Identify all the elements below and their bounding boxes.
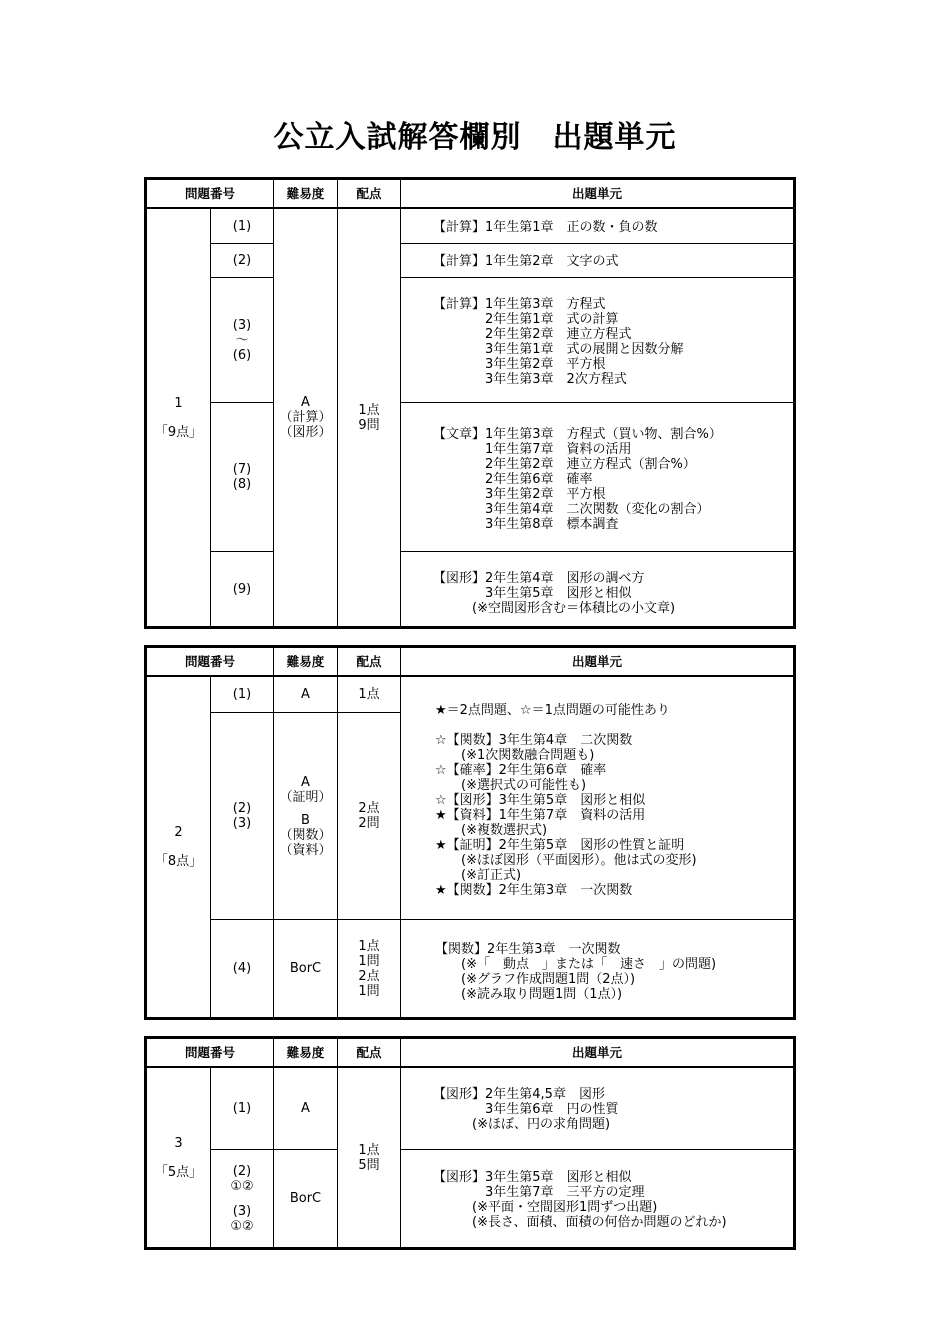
unit-legend: ★＝2点問題、☆＝1点問題の可能性あり	[435, 703, 670, 718]
question-label: 1 「9点」	[154, 395, 203, 440]
sub-question: (3) 〜 (6)	[232, 317, 252, 363]
difficulty: BorC	[289, 961, 322, 976]
sub-question: (2)	[232, 253, 252, 268]
sub-question: (2) ①② (3) ①②	[230, 1163, 254, 1234]
table-q1	[144, 177, 796, 629]
header-difficulty: 難易度	[286, 654, 325, 669]
header-question-number: 問題番号	[184, 1045, 235, 1060]
unit-text: 【図形】3年生第5章 図形と相似 3年生第7章 三平方の定理 (※平面・空間図形1問ずつ出題) (※長さ、面積、面積の何倍か問題のどれか)	[433, 1170, 727, 1230]
unit-text: 【図形】2年生第4章 図形の調べ方 3年生第5章 図形と相似 (※空間図形含む＝体積比の小文章)	[433, 571, 676, 616]
points: 1点 9問	[358, 402, 380, 433]
unit-text: 【計算】1年生第3章 方程式 2年生第1章 式の計算 2年生第2章 連立方程式 3年生第1章 式の展開と因数分解 3年生第2章 平方根 3年生第3章 2次方程式	[433, 297, 684, 387]
sub-question: (1)	[232, 1101, 252, 1116]
sub-question: (7) (8)	[232, 462, 252, 492]
difficulty: A	[301, 1101, 310, 1116]
question-label: 2 「8点」	[154, 825, 203, 869]
sub-question: (1)	[232, 687, 252, 702]
header-unit: 出題単元	[571, 654, 622, 669]
unit-text: ☆【関数】3年生第4章 二次関数 (※1次関数融合問題も) ☆【確率】2年生第6章 確率 (※選択式の可能性も) ☆【図形】3年生第5章 図形と相似 ★【資料】1年生第7章 資料の活用 (※複数選択式) ★【証明】2年生第5章 図形の性質と証明 (※ほぼ図形（平面図形）。他は式の変形) (※訂正式) ★【関数】2年生第3章 一次関数	[435, 733, 697, 898]
header-points: 配点	[356, 654, 382, 669]
header-unit: 出題単元	[571, 1045, 622, 1060]
unit-text: 【計算】1年生第1章 正の数・負の数	[433, 220, 658, 235]
sub-question: (1)	[232, 218, 252, 234]
difficulty: A （証明） B （関数） （資料）	[279, 774, 332, 858]
table-q3	[144, 1036, 796, 1250]
unit-text: 【文章】1年生第3章 方程式（買い物、割合%） 1年生第7章 資料の活用 2年生第2章 連立方程式（割合%） 2年生第6章 確率 3年生第2章 平方根 3年生第4章 二次関数（変化の割合） 3年生第8章 標本調査	[433, 427, 722, 532]
header-question-number: 問題番号	[184, 654, 235, 669]
points: 1点	[358, 687, 380, 702]
header-difficulty: 難易度	[286, 1045, 325, 1060]
unit-text: 【計算】1年生第2章 文字の式	[433, 254, 619, 269]
points: 1点 1問 2点 1問	[358, 938, 380, 999]
page-title: 公立入試解答欄別 出題単元	[273, 120, 677, 155]
sub-question: (9)	[232, 581, 252, 597]
table-q2	[144, 645, 796, 1020]
header-question-number: 問題番号	[184, 186, 235, 201]
header-points: 配点	[356, 186, 382, 201]
header-unit: 出題単元	[571, 186, 622, 201]
difficulty: A （計算） （図形）	[279, 395, 332, 440]
difficulty: A	[301, 687, 310, 702]
unit-text: 【関数】2年生第3章 一次関数 (※「 動点 」または「 速さ 」の問題) (※グラフ作成問題1問（2点）) (※読み取り問題1問（1点）)	[435, 942, 717, 1002]
points: 1点 5問	[358, 1142, 380, 1173]
header-points: 配点	[356, 1045, 382, 1060]
header-difficulty: 難易度	[286, 186, 325, 201]
unit-text: 【図形】2年生第4,5章 図形 3年生第6章 円の性質 (※ほぼ、円の求角問題)	[433, 1087, 619, 1132]
sub-question: (2) (3)	[232, 801, 252, 831]
difficulty: BorC	[289, 1191, 322, 1206]
points: 2点 2問	[358, 801, 380, 831]
sub-question: (4)	[232, 961, 252, 976]
question-label: 3 「5点」	[154, 1135, 203, 1180]
